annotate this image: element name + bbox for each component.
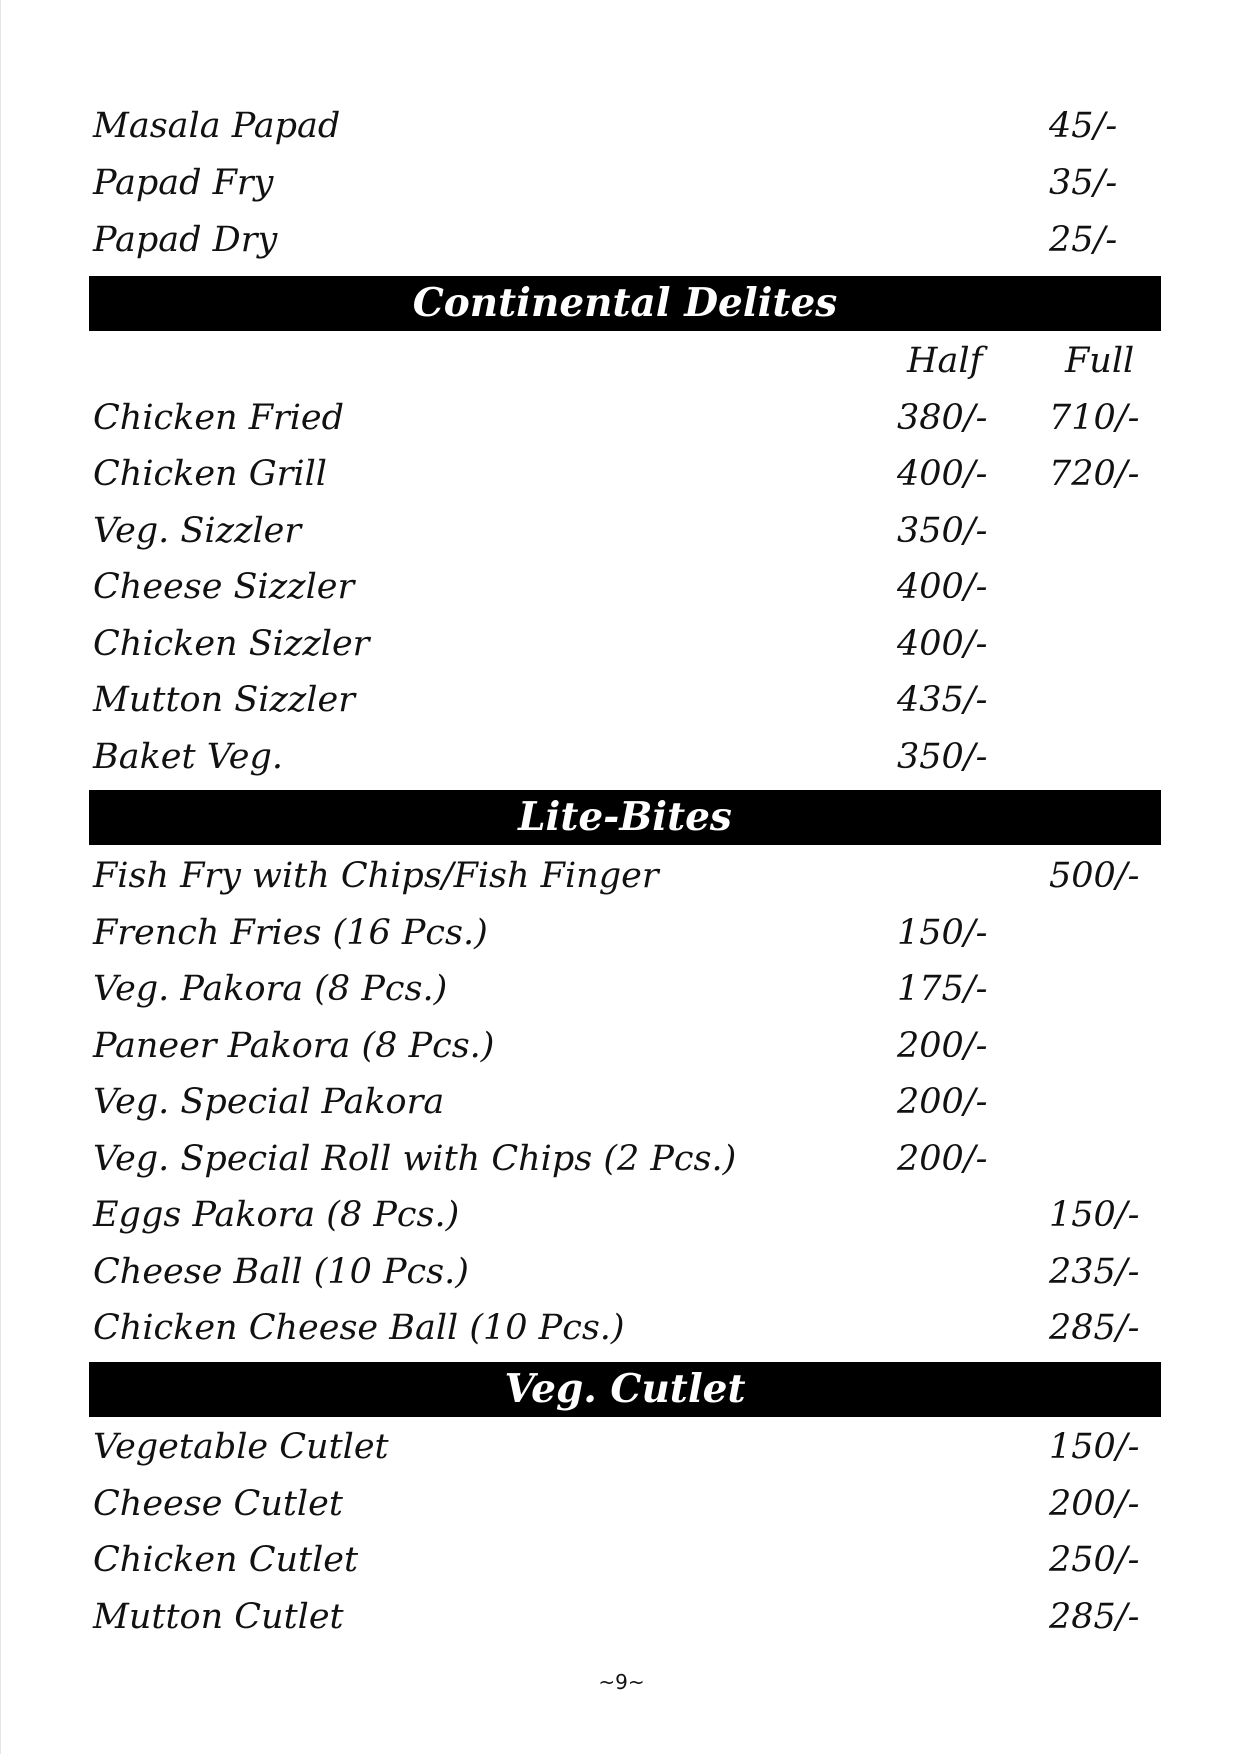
menu-item [89, 1300, 1161, 1356]
menu-item [89, 1532, 1161, 1588]
menu-item [89, 1018, 1161, 1074]
item-price-full: 35/- [1049, 163, 1118, 203]
section-header-continental-delites: Continental Delites [89, 276, 1161, 331]
menu-item [89, 446, 1161, 502]
menu-item [89, 848, 1161, 904]
item-name: Chicken Sizzler [93, 624, 370, 664]
item-name: Chicken Grill [93, 454, 327, 494]
menu-item [89, 390, 1161, 446]
item-name: Fish Fry with Chips/Fish Finger [93, 856, 659, 896]
item-price-full: 235/- [1049, 1252, 1140, 1292]
menu-item-masala-papad [89, 98, 1161, 154]
item-price-half: 200/- [897, 1139, 988, 1179]
item-name: Chicken Cutlet [93, 1540, 359, 1580]
item-name: Cheese Sizzler [93, 567, 355, 607]
item-price-full: 45/- [1049, 106, 1118, 146]
menu-item [89, 1131, 1161, 1187]
menu-item [89, 1589, 1161, 1645]
item-name: Paneer Pakora (8 Pcs.) [93, 1026, 495, 1066]
item-price-half: 400/- [897, 624, 988, 664]
column-header-half: Half [907, 341, 983, 381]
item-price-full: 285/- [1049, 1308, 1140, 1348]
column-headers [89, 333, 1161, 389]
item-price-half: 350/- [897, 737, 988, 777]
item-name: Mutton Cutlet [93, 1597, 344, 1637]
menu-item [89, 1419, 1161, 1475]
item-name: Papad Dry [93, 220, 278, 260]
item-price-half: 380/- [897, 398, 988, 438]
item-price-full: 150/- [1049, 1195, 1140, 1235]
item-name: Veg. Pakora (8 Pcs.) [93, 969, 448, 1009]
item-price-full: 150/- [1049, 1427, 1140, 1467]
menu-item [89, 1187, 1161, 1243]
item-name: Chicken Cheese Ball (10 Pcs.) [93, 1308, 625, 1348]
item-price-half: 400/- [897, 567, 988, 607]
item-name: Cheese Ball (10 Pcs.) [93, 1252, 469, 1292]
item-name: Masala Papad [93, 106, 341, 146]
menu-item-papad-fry [89, 155, 1161, 211]
menu-item [89, 961, 1161, 1017]
menu-item [89, 672, 1161, 728]
item-name: Cheese Cutlet [93, 1484, 343, 1524]
menu-item [89, 503, 1161, 559]
menu-item [89, 729, 1161, 785]
item-price-half: 435/- [897, 680, 988, 720]
item-price-half: 150/- [897, 913, 988, 953]
section-header-lite-bites: Lite-Bites [89, 790, 1161, 845]
item-name: Mutton Sizzler [93, 680, 355, 720]
item-name: Vegetable Cutlet [93, 1427, 389, 1467]
item-price-full: 25/- [1049, 220, 1118, 260]
item-price-half: 200/- [897, 1082, 988, 1122]
item-name: Veg. Special Roll with Chips (2 Pcs.) [93, 1139, 737, 1179]
item-price-full: 200/- [1049, 1484, 1140, 1524]
item-name: Chicken Fried [93, 398, 345, 438]
item-name: Veg. Sizzler [93, 511, 302, 551]
item-name: Baket Veg. [93, 737, 284, 777]
item-price-full: 285/- [1049, 1597, 1140, 1637]
menu-item [89, 1476, 1161, 1532]
menu-item [89, 1244, 1161, 1300]
item-name: French Fries (16 Pcs.) [93, 913, 488, 953]
item-price-full: 500/- [1049, 856, 1140, 896]
item-price-half: 200/- [897, 1026, 988, 1066]
item-price-half: 400/- [897, 454, 988, 494]
menu-item [89, 1074, 1161, 1130]
column-header-full: Full [1065, 341, 1135, 381]
item-name: Eggs Pakora (8 Pcs.) [93, 1195, 460, 1235]
section-header-veg-cutlet: Veg. Cutlet [89, 1362, 1161, 1417]
item-price-half: 175/- [897, 969, 988, 1009]
page-number: ~9~ [598, 1670, 645, 1694]
menu-item [89, 905, 1161, 961]
item-name: Veg. Special Pakora [93, 1082, 445, 1122]
item-price-half: 350/- [897, 511, 988, 551]
menu-item [89, 616, 1161, 672]
menu-item-papad-dry [89, 212, 1161, 268]
item-price-full: 720/- [1049, 454, 1140, 494]
menu-item [89, 559, 1161, 615]
item-name: Papad Fry [93, 163, 274, 203]
item-price-full: 710/- [1049, 398, 1140, 438]
item-price-full: 250/- [1049, 1540, 1140, 1580]
